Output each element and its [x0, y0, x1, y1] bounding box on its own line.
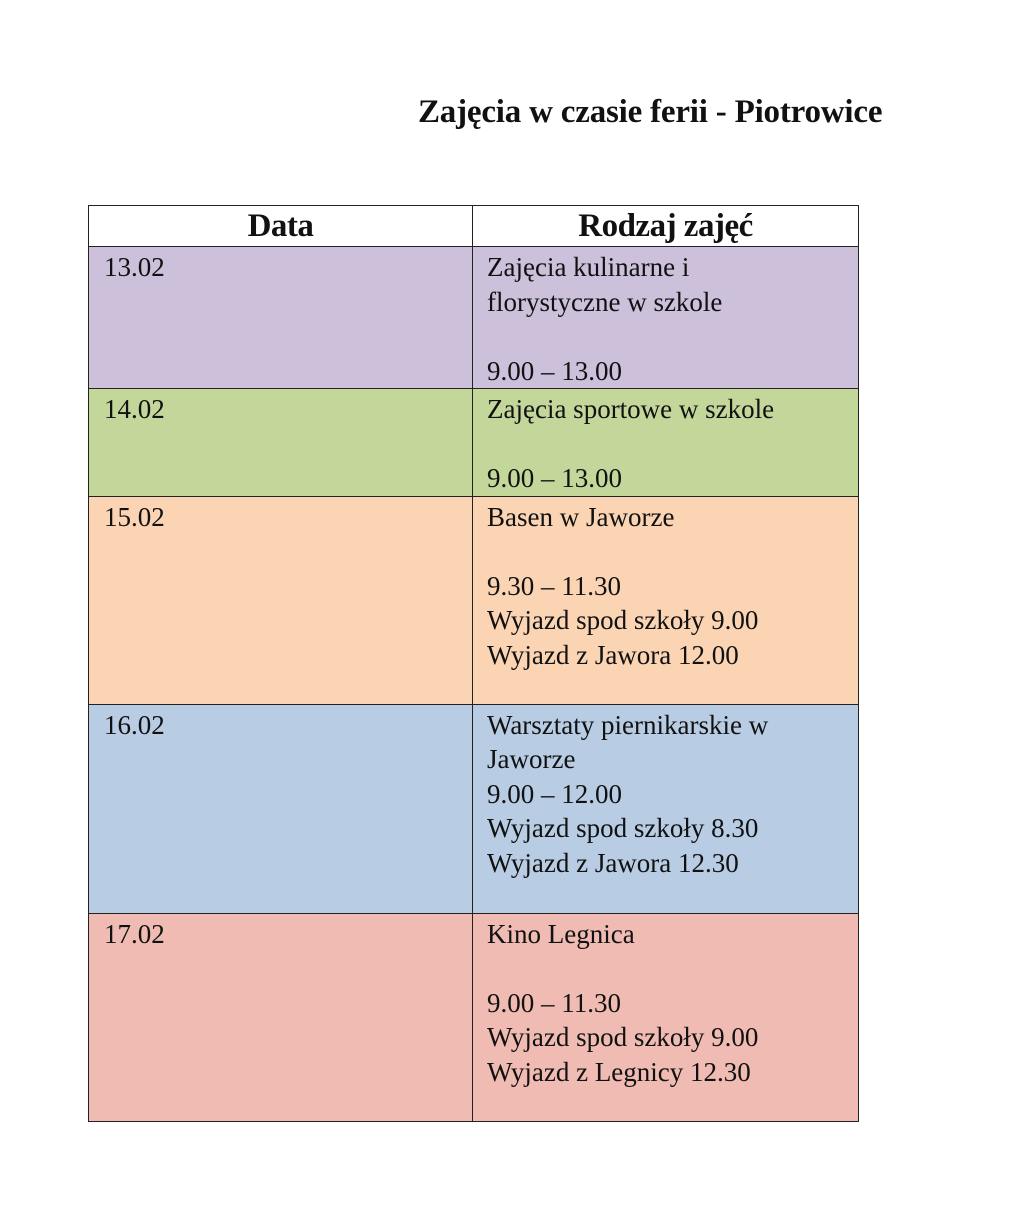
date-cell: [89, 247, 473, 389]
activity-line: [487, 319, 858, 354]
date-text: 15.02: [104, 501, 165, 532]
date-text: 16.02: [104, 709, 165, 740]
activity-line: 9.00 – 13.00: [487, 463, 622, 493]
activity-line: 9.00 – 13.00: [487, 355, 622, 386]
activity-line: 9.00 – 12.00: [487, 778, 622, 809]
activity-cell: [473, 913, 859, 1121]
table-row: [89, 247, 859, 389]
activity-line: Wyjazd spod szkoły 9.00: [487, 1022, 759, 1052]
date-text: 17.02: [104, 918, 165, 949]
column-header-date: Data: [89, 206, 473, 247]
activity-line: Basen w Jaworze: [487, 501, 675, 532]
date-cell: [89, 496, 473, 704]
table-row: [89, 496, 859, 704]
table-row: [89, 704, 859, 913]
table-header-row: [89, 206, 859, 247]
activity-line: Zajęcia kulinarne i: [487, 252, 690, 282]
activity-cell: [473, 247, 859, 389]
activity-line: 9.00 – 11.30: [487, 987, 621, 1018]
activity-line: Wyjazd z Jawora 12.00: [487, 639, 739, 670]
activity-line: [487, 534, 858, 569]
date-text: 14.02: [104, 394, 165, 424]
activity-line: florystyczne w szkole: [487, 286, 723, 317]
activity-line: Zajęcia sportowe w szkole: [487, 394, 775, 424]
activity-line: Wyjazd spod szkoły 9.00: [487, 605, 759, 635]
document-title: Zajęcia w czasie ferii - Piotrowice: [418, 94, 883, 130]
activity-line: 9.30 – 11.30: [487, 570, 621, 601]
activity-line: Warsztaty piernikarskie w: [487, 709, 769, 740]
table-row: [89, 389, 859, 497]
activity-line: [487, 951, 858, 986]
activity-line: Kino Legnica: [487, 918, 635, 949]
date-cell: [89, 913, 473, 1121]
activity-cell: [473, 389, 859, 497]
table-row: [89, 913, 859, 1121]
activity-line: Wyjazd z Jawora 12.30: [487, 847, 739, 878]
activity-line: Wyjazd spod szkoły 8.30: [487, 813, 759, 843]
activity-cell: [473, 496, 859, 704]
activity-line: [487, 427, 858, 462]
activity-cell: [473, 704, 859, 913]
activity-line: Wyjazd z Legnicy 12.30: [487, 1056, 751, 1087]
activity-line: Jaworze: [487, 744, 576, 774]
schedule-table: [88, 205, 859, 1122]
date-cell: [89, 389, 473, 497]
date-text: 13.02: [104, 252, 165, 282]
date-cell: [89, 704, 473, 913]
column-header-activity: Rodzaj zajęć: [473, 206, 859, 247]
